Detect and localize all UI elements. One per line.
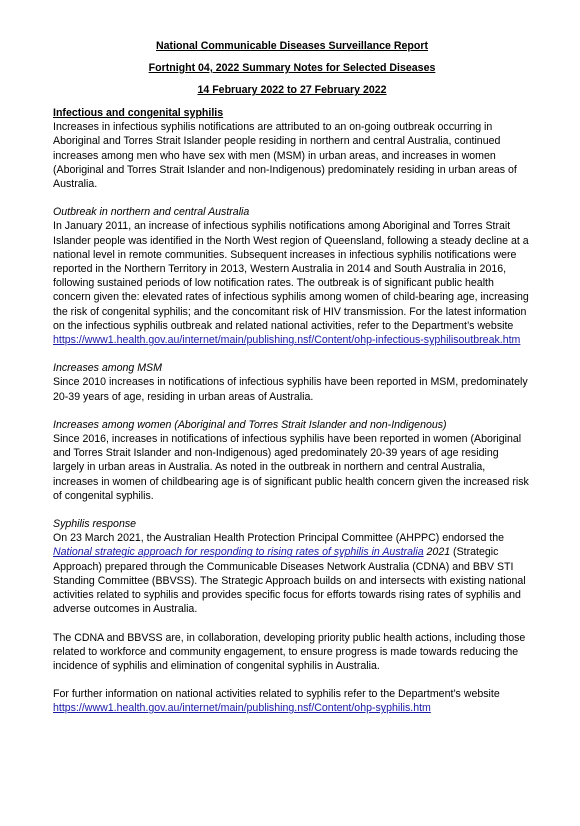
report-page bbox=[53, 40, 531, 716]
response-text-after: (Strategic Approach) prepared through the Communicable Diseases Network Australia (CDNA) and BBV STI Standing Committee (BBVSS). The Strategic Approach builds on and intersects with existing national activities related to syphilis and provides specific focus for efforts towards rising rates of syphilis and adverse outcomes in Australia. bbox=[53, 546, 526, 616]
spacer bbox=[53, 191, 531, 205]
spacer bbox=[53, 617, 531, 631]
response-paragraph bbox=[53, 531, 531, 616]
spacer bbox=[53, 347, 531, 361]
section-heading-syphilis: Infectious and congenital syphilis bbox=[53, 107, 224, 119]
outbreak-paragraph bbox=[53, 219, 531, 347]
women-heading: Increases among women (Aboriginal and Torres Strait Islander and non-Indigenous) bbox=[53, 418, 447, 431]
outbreak-text: In January 2011, an increase of infectious syphilis notifications among Aboriginal and Torres Strait Islander people was identified in the North West region of Queensland, following a steady decline at a national level in remote communities. Subsequent increases in infectious syphilis notifications were reported in the Northern Territory in 2013, Western Australia in 2014 and South Australia in 2016, following sustained periods of low notification rates. The outbreak is of significant public health concern given the: elevated rates of infectious syphilis among women of child-bearing age, increasing the risk of congenital syphilis; and the concomitant risk of HIV transmission. For the latest information on the infectious syphilis outbreak and related national activities, refer to the Department’s website bbox=[53, 220, 529, 332]
spacer bbox=[53, 673, 531, 687]
syphilis-website-link[interactable]: https://www1.health.gov.au/internet/main/publishing.nsf/Content/ohp-syphilis.htm bbox=[53, 702, 431, 715]
report-subtitle: Fortnight 04, 2022 Summary Notes for Selected Diseases bbox=[148, 62, 436, 74]
women-paragraph: Since 2016, increases in notifications of infectious syphilis have been reported in women (Aboriginal and Torres Strait Islander and non-Indigenous) aged predominately 20-39 years of age residing largely in urban areas in Australia. As noted in the outbreak in northern and central Australia, increases in women of childbearing age is of significant public health concern given the increased risk of congenital syphilis. bbox=[53, 433, 529, 502]
spacer bbox=[53, 404, 531, 418]
report-date-range: 14 February 2022 to 27 February 2022 bbox=[197, 84, 387, 96]
section-intro: Increases in infectious syphilis notifications are attributed to an on-going outbreak occurring in Aboriginal and Torres Strait Islander people residing in northern and central Australia, continued increases among men who have sex with men (MSM) in urban areas, and increases in women (Aboriginal and Torres Strait Islander and non-Indigenous) predominately residing in urban areas of Australia. bbox=[53, 121, 517, 191]
strategic-approach-link[interactable]: National strategic approach for responding to rising rates of syphilis in Australia bbox=[53, 546, 424, 559]
report-title: National Communicable Diseases Surveillance Report bbox=[156, 40, 428, 52]
response-text-before: On 23 March 2021, the Australian Health Protection Principal Committee (AHPPC) endorsed the bbox=[53, 532, 505, 545]
strategic-approach-year: 2021 bbox=[423, 546, 451, 559]
outbreak-heading: Outbreak in northern and central Australia bbox=[53, 206, 250, 219]
outbreak-link[interactable]: https://www1.health.gov.au/internet/main/publishing.nsf/Content/ohp-infectious-syphilisoutbreak.htm bbox=[53, 334, 521, 347]
further-info-paragraph: For further information on national activities related to syphilis refer to the Department’s website bbox=[53, 688, 500, 701]
response-heading: Syphilis response bbox=[53, 518, 137, 531]
spacer bbox=[53, 503, 531, 517]
further-info-link-line bbox=[53, 701, 531, 715]
msm-paragraph: Since 2010 increases in notifications of infectious syphilis have been reported in MSM, predominately 20-39 years of age, residing in urban areas of Australia. bbox=[53, 376, 528, 403]
msm-heading: Increases among MSM bbox=[53, 362, 162, 375]
cdna-paragraph: The CDNA and BBVSS are, in collaboration, developing priority public health actions, including those related to workforce and community engagement, to ensure progress is made towards reducing the incidence of syphilis and elimination of congenital syphilis in Australia. bbox=[53, 631, 526, 672]
